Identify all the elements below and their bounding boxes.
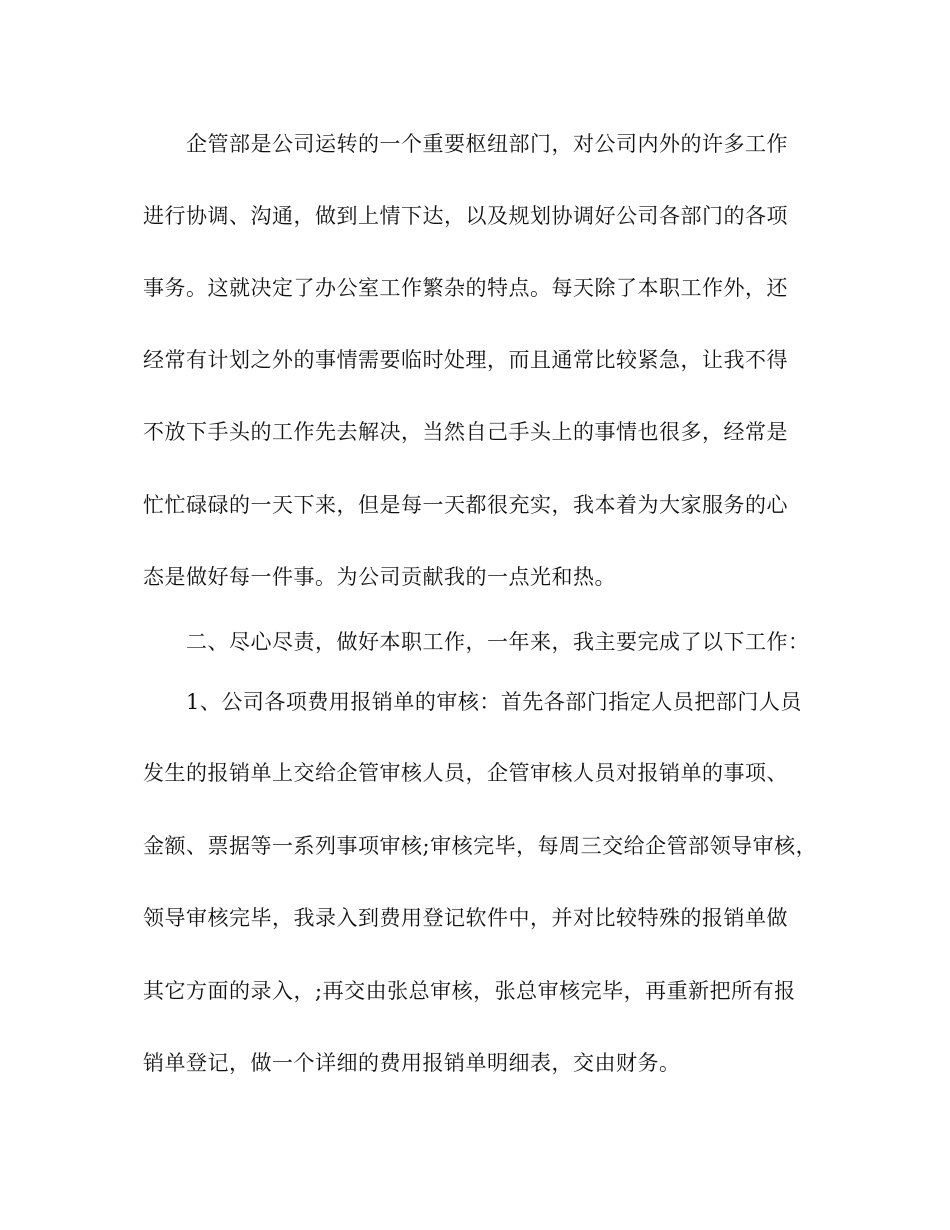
paragraph-1-line-6: 忙忙碌碌的一天下来，但是每一天都很充实，我本着为大家服务的心 bbox=[143, 493, 788, 517]
paragraph-1-line-4: 经常有计划之外的事情需要临时处理，而且通常比较紧急，让我不得 bbox=[143, 348, 788, 372]
paragraph-2-line-6: 销单登记，做一个详细的费用报销单明细表，交由财务。 bbox=[143, 1051, 681, 1075]
paragraph-2-line-2: 发生的报销单上交给企管审核人员，企管审核人员对报销单的事项、 bbox=[143, 761, 788, 785]
paragraph-1-line-5: 不放下手头的工作先去解决，当然自己手头上的事情也很多，经常是 bbox=[143, 420, 788, 444]
paragraph-2-line-4: 领导审核完毕，我录入到费用登记软件中，并对比较特殊的报销单做 bbox=[143, 906, 788, 930]
paragraph-2-line-5: 其它方面的录入，;再交由张总审核，张总审核完毕，再重新把所有报 bbox=[143, 979, 796, 1003]
paragraph-1-line-7: 态是做好每一件事。为公司贡献我的一点光和热。 bbox=[143, 565, 616, 589]
paragraph-2-line-1: 1、公司各项费用报销单的审核：首先各部门指定人员把部门人员 bbox=[186, 690, 802, 714]
section-heading-2: 二、尽心尽责，做好本职工作，一年来，我主要完成了以下工作： bbox=[186, 630, 810, 654]
paragraph-1-line-3: 事务。这就决定了办公室工作繁杂的特点。每天除了本职工作外，还 bbox=[143, 276, 788, 300]
paragraph-2-line-3: 金额、票据等一系列事项审核;审核完毕，每周三交给企管部领导审核， bbox=[143, 834, 818, 858]
paragraph-1-line-2: 进行协调、沟通，做到上情下达，以及规划协调好公司各部门的各项 bbox=[143, 204, 788, 228]
paragraph-1-line-1: 企管部是公司运转的一个重要枢纽部门，对公司内外的许多工作 bbox=[186, 132, 788, 156]
